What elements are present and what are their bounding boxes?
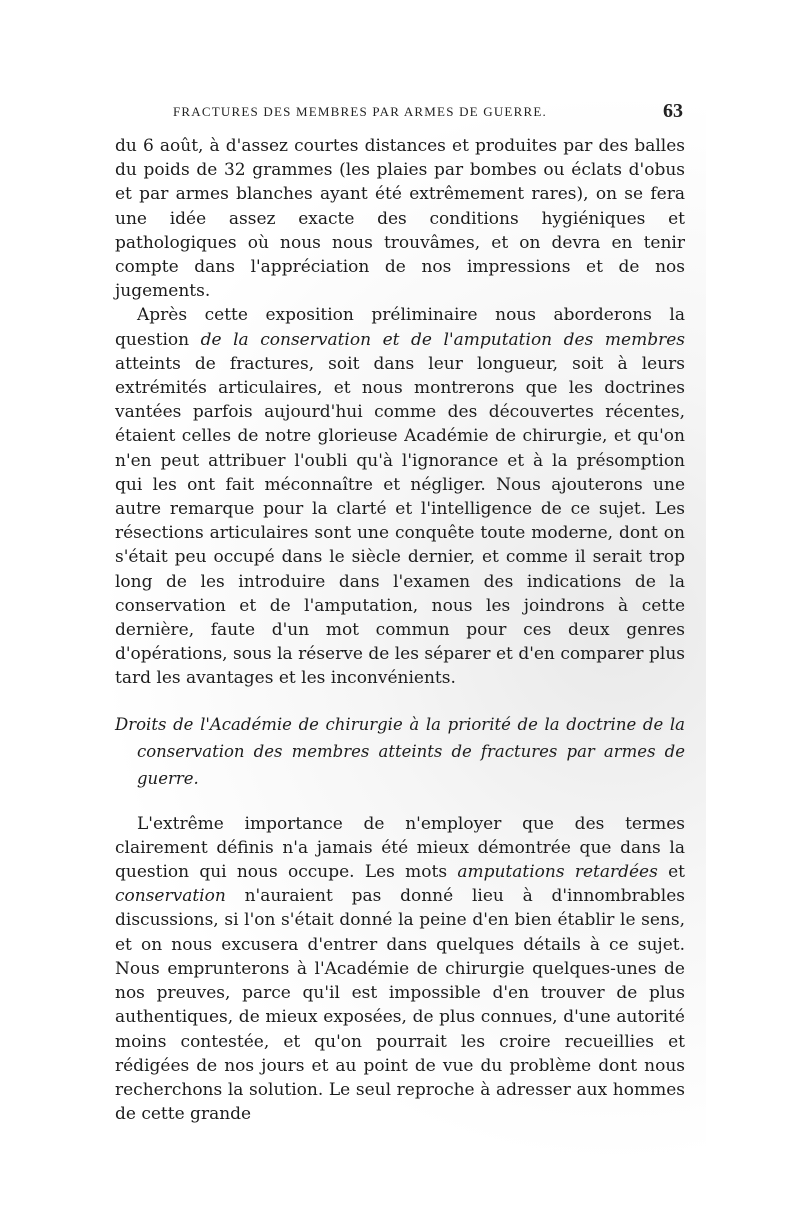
section-heading: Droits de l'Académie de chirurgie à la priorité de la doctrine de la conservation des membres atteints de fractures par armes de guerre. xyxy=(115,714,685,788)
paragraph-continuation: du 6 août, à d'assez courtes distances et produites par des balles du poids de 32 grammes (les plaies par bombes ou éclats d'obus et par armes blanches ayant été extrêmement rares), on se fera une idée assez exacte des conditions hygiéniques et pathologiques où nous nous trouvâmes, et on devra en tenir compte dans l'appréciation de nos impressions et de nos jugements. xyxy=(115,136,685,302)
paragraph-text: et xyxy=(657,862,685,883)
running-title: FRACTURES DES MEMBRES PAR ARMES DE GUERRE. xyxy=(173,104,547,119)
emphasis-text: conservation xyxy=(115,886,226,907)
page-body xyxy=(115,134,685,1126)
paragraph-terms xyxy=(115,812,685,1127)
paragraph-text: Après cette exposition préliminaire nous aborderons la question xyxy=(115,305,685,350)
paragraph-text: n'auraient pas donné lieu à d'innombrables discussions, si l'on s'était donné la peine d'en bien établir le sens, et on nous excusera d'entrer dans quelques détails à ce sujet. Nous emprunterons à l'Académie de chirurgie quelques-unes de nos preuves, parce qu'il est impossible d'en trouver de plus authentiques, de mieux exposées, de plus connues, d'une autorité moins contestée, et qu'on pourrait les croire recueillies et rédigées de nos jours et au point de vue du problème dont nous recherchons la solution. Le seul reproche à adresser aux hommes de cette grande xyxy=(115,886,685,1125)
emphasis-text: amputations retardées xyxy=(457,862,658,883)
paragraph-text: atteints de fractures, soit dans leur longueur, soit à leurs extrémités articulaires, et nous montrerons que les doctrines vantées parfois aujourd'hui comme des découvertes récentes, étaient celles de notre glorieuse Académie de chirurgie, et qu'on n'en peut attribuer l'oubli qu'à l'ignorance et à la présomption qui les ont fait méconnaître et négliger. Nous ajouterons une autre remarque pour la clarté et l'intelligence de ce sujet. Les résections articulaires sont une conquête toute moderne, dont on s'était peu occupé dans le siècle dernier, et comme il serait trop long de les introduire dans l'examen des indications de la conservation et de l'amputation, nous les joindrons à cette dernière, faute d'un mot commun pour ces deux genres d'opérations, sous la réserve de les séparer et d'en comparer plus tard les avantages et les inconvénients. xyxy=(115,353,685,689)
emphasis-text: de la conservation et de l'amputation des membres xyxy=(200,329,685,350)
page-number: 63 xyxy=(663,100,683,122)
paragraph-exposition xyxy=(115,303,685,690)
paragraph-text: L'extrême importance de n'employer que des termes clairement définis n'a jamais été mieux démontrée que dans la question qui nous occupe. Les mots xyxy=(115,813,685,883)
